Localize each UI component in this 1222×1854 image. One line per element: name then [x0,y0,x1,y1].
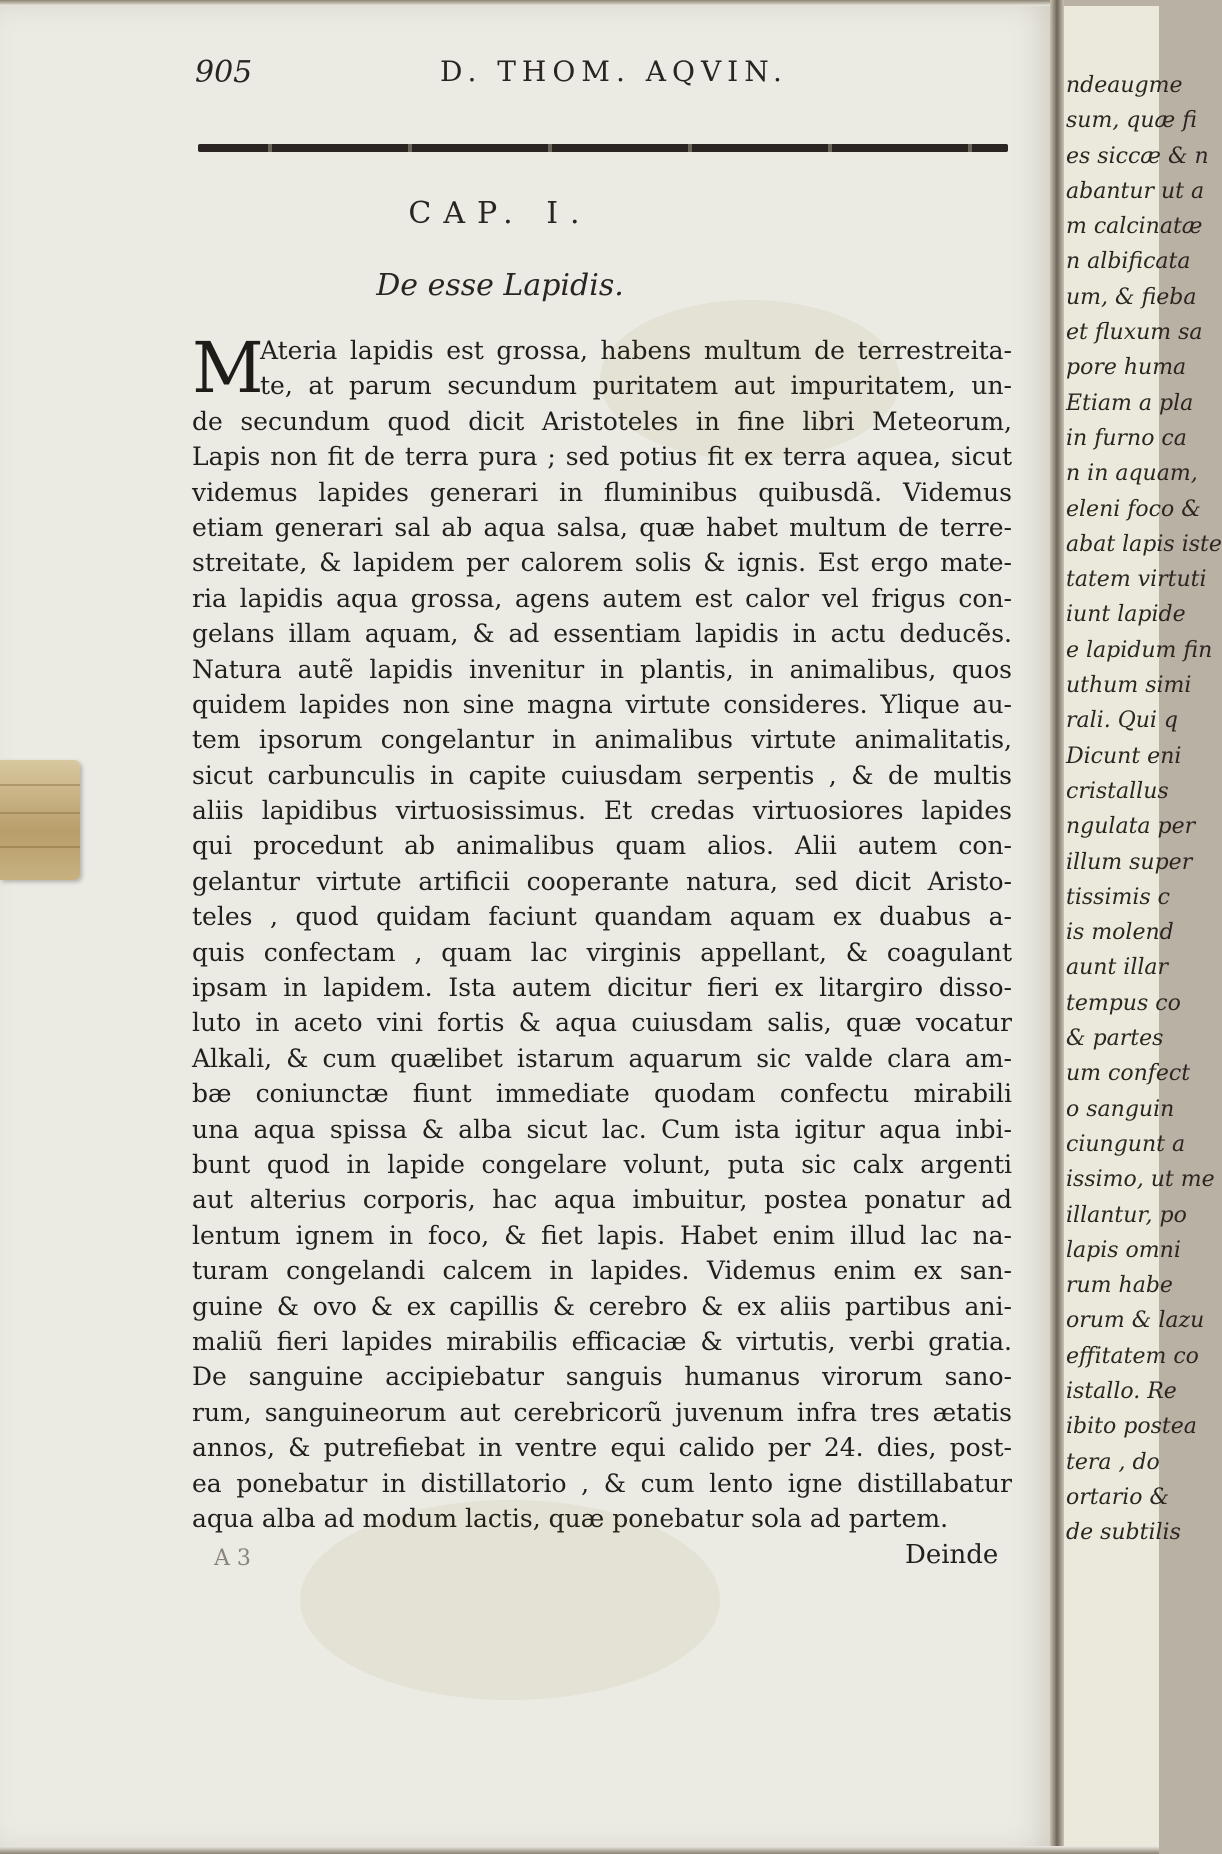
header-rule [198,144,1008,152]
text-line: videmus lapides generari in fluminibus quibusdã. Videmus [192,477,1012,507]
facing-page-line: um confect [1066,1061,1191,1087]
signature-mark: A 3 [214,1546,251,1571]
facing-page-line: orum & lazu [1066,1308,1205,1334]
facing-page-line: abat lapis iste [1066,531,1222,557]
facing-page-line: lapis omni [1066,1237,1181,1263]
facing-page-line: tera , do [1066,1449,1160,1475]
text-line: Natura autẽ lapidis invenitur in plantis, in animalibus, quos [192,654,1012,684]
text-line: sicut carbunculis in capite cuiusdam serpentis , & de multis [192,760,1012,790]
page-bottom-edge [0,1846,1159,1854]
facing-page-line: iunt lapide [1066,602,1186,628]
facing-page-line: ortario & [1066,1484,1170,1510]
facing-page-line: & partes [1066,1026,1164,1052]
facing-page-line: e lapidum fin [1066,637,1213,663]
facing-page-line: m calcinatæ [1066,214,1203,240]
text-line: ria lapidis aqua grossa, agens autem est calor vel frigus con- [192,583,1012,613]
text-line: quidem lapides non sine magna virtute consideres. Ylique au- [192,689,1012,719]
text-line: de secundum quod dicit Aristoteles in fine libri Meteorum, [192,406,1012,436]
facing-page-line: illum super [1066,849,1193,875]
text-line: bæ coniunctæ fiunt immediate quodam confectu mirabili [192,1079,1012,1109]
facing-page-line: rum habe [1066,1273,1173,1299]
text-line: maliũ fieri lapides mirabilis efficaciæ & virtutis, verbi gratia. [192,1326,1012,1356]
catchword: Deinde [905,1540,999,1570]
text-line: annos, & putrefiebat in ventre equi calido per 24. dies, post- [192,1433,1012,1463]
text-line: gelantur virtute artificii cooperante natura, sed dicit Aristo- [192,866,1012,896]
text-line: teles , quod quidam faciunt quandam aquam ex duabus a- [192,902,1012,932]
text-line: aut alterius corporis, hac aqua imbuitur, postea ponatur ad [192,1185,1012,1215]
facing-page-line: ibito postea [1066,1414,1197,1440]
page-number: 905 [195,55,253,90]
facing-page [1064,6,1222,1846]
text-line: gelans illam aquam, & ad essentiam lapidis in actu deducẽs. [192,619,1012,649]
text-line: turam congelandi calcem in lapides. Videmus enim ex san- [192,1256,1012,1286]
page-top-edge [0,0,1060,6]
text-line: De sanguine accipiebatur sanguis humanus virorum sano- [192,1362,1012,1392]
facing-page-line: pore huma [1066,355,1187,381]
text-line: Ateria lapidis est grossa, habens multum de terrestreita- [260,336,1012,365]
body-text [192,327,1012,1536]
facing-page-line: issimo, ut me [1066,1167,1215,1193]
running-head: D. THOM. AQVIN. [440,55,788,88]
facing-page-line: istallo. Re [1066,1378,1177,1404]
facing-page-line: cristallus [1066,778,1169,804]
facing-page-line: ndeaugme [1066,73,1183,98]
facing-page-line: es siccæ & n [1066,143,1209,169]
text-line: etiam generari sal ab aqua salsa, quæ habet multum de terre- [192,512,1012,542]
facing-page-line: et fluxum sa [1066,320,1203,346]
text-line: ea ponebatur in distillatorio , & cum lento igne distillabatur [192,1468,1012,1498]
facing-page-line: Dicunt eni [1066,743,1182,769]
facing-page-line: o sanguin [1066,1096,1175,1122]
facing-page-line: ciungunt a [1066,1131,1186,1157]
facing-page-line: ngulata per [1066,814,1196,840]
text-line: una aqua spissa & alba sicut lac. Cum ista igitur aqua inbi- [192,1114,1012,1144]
facing-page-line: uthum simi [1066,673,1192,699]
section-title: De esse Lapidis. [376,268,624,303]
book-gutter [1050,0,1064,1854]
text-line: qui procedunt ab animalibus quam alios. Alii autem con- [192,831,1012,861]
text-line: aliis lapidibus virtuosissimus. Et credas virtuosiores lapides [192,796,1012,826]
facing-page-line: rali. Qui q [1066,708,1179,734]
facing-page-text [1064,68,1222,1550]
facing-page-line: aunt illar [1066,955,1169,981]
text-line: te, at parum secundum puritatem aut impuritatem, un- [260,371,1012,401]
facing-page-line: n albificata [1066,249,1191,275]
facing-page-line: abantur ut a [1066,178,1205,204]
facing-page-line: tempus co [1066,990,1181,1016]
text-line: bunt quod in lapide congelare volunt, puta sic calx argenti [192,1149,1012,1179]
facing-page-line: n in aquam, [1066,461,1198,487]
text-line: aqua alba ad modum lactis, quæ ponebatur sola ad partem. [192,1503,949,1533]
facing-page-line: tatem virtuti [1066,567,1207,593]
text-line: Lapis non fit de terra pura ; sed potius fit ex terra aquea, sicut [192,442,1012,472]
text-line: rum, sanguineorum aut cerebricorũ juvenum infra tres ætatis [192,1397,1012,1427]
text-line: streitate, & lapidem per calorem solis & ignis. Est ergo mate- [192,548,1012,578]
facing-page-line: de subtilis [1066,1520,1181,1546]
facing-page-line: effitatem co [1066,1343,1199,1369]
chapter-title: CAP. I. [408,196,592,231]
text-line: lentum ignem in foco, & fiet lapis. Habet enim illud lac na- [192,1220,1012,1250]
facing-page-line: um, & fieba [1066,284,1197,310]
text-line: guine & ovo & ex capillis & cerebro & ex aliis partibus ani- [192,1291,1012,1321]
text-line: tem ipsorum congelantur in animalibus virtute animalitatis, [192,725,1012,755]
bookmark-slip [0,760,80,880]
facing-page-line: tissimis c [1066,884,1170,910]
facing-page-line: Etiam a pla [1066,390,1194,416]
text-line: quis confectam , quam lac virginis appellant, & coagulant [192,937,1012,967]
facing-page-line: illantur, po [1066,1202,1187,1228]
facing-page-line: is molend [1066,920,1174,946]
facing-page-line: in furno ca [1066,425,1187,451]
facing-page-line: sum, quæ fi [1066,108,1197,134]
text-line: luto in aceto vini fortis & aqua cuiusdam salis, quæ vocatur [192,1008,1012,1038]
drop-cap: M [192,327,264,409]
facing-page-line: eleni foco & [1066,496,1201,522]
text-line: ipsam in lapidem. Ista autem dicitur fieri ex litargiro disso- [192,973,1012,1003]
text-line: Alkali, & cum quælibet istarum aquarum sic valde clara am- [192,1043,1012,1073]
